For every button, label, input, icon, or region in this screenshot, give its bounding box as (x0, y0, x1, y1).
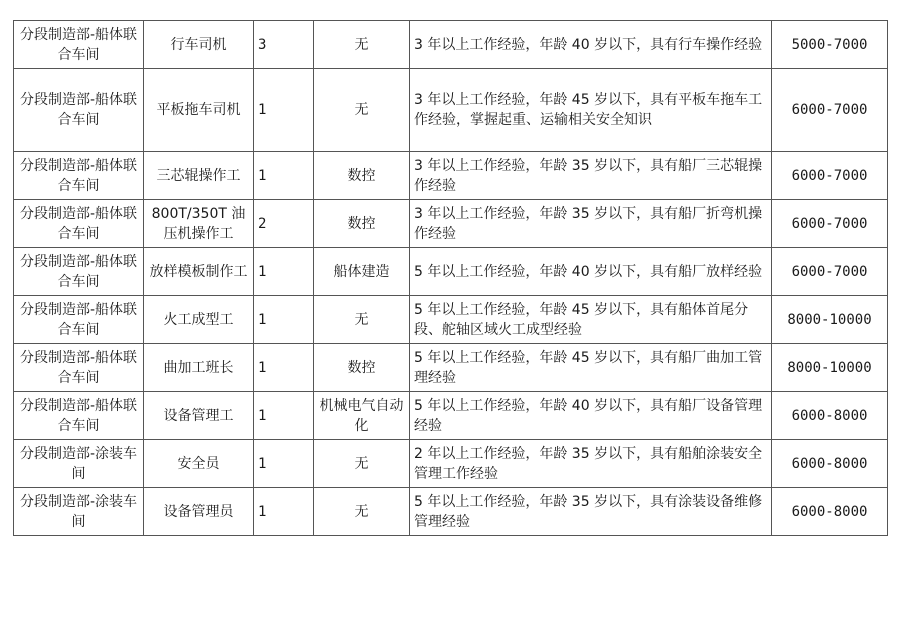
requirement-cell: 5 年以上工作经验，年龄 45 岁以下，具有船体首尾分段、舵轴区域火工成型经验 (410, 296, 772, 344)
position-cell: 放样模板制作工 (144, 248, 254, 296)
major-cell: 无 (314, 488, 410, 536)
major-cell: 无 (314, 440, 410, 488)
department-cell: 分段制造部-船体联合车间 (14, 69, 144, 152)
headcount-cell: 2 (254, 200, 314, 248)
requirement-cell: 5 年以上工作经验，年龄 35 岁以下，具有涂装设备维修管理经验 (410, 488, 772, 536)
headcount-cell: 1 (254, 152, 314, 200)
salary-cell: 6000-7000 (772, 69, 888, 152)
position-cell: 800T/350T 油压机操作工 (144, 200, 254, 248)
department-cell: 分段制造部-船体联合车间 (14, 296, 144, 344)
salary-cell: 8000-10000 (772, 344, 888, 392)
headcount-cell: 1 (254, 440, 314, 488)
salary-cell: 6000-8000 (772, 440, 888, 488)
salary-cell: 6000-7000 (772, 152, 888, 200)
salary-cell: 5000-7000 (772, 21, 888, 69)
headcount-cell: 1 (254, 392, 314, 440)
major-cell: 船体建造 (314, 248, 410, 296)
department-cell: 分段制造部-船体联合车间 (14, 344, 144, 392)
department-cell: 分段制造部-涂装车间 (14, 440, 144, 488)
table-row (14, 152, 888, 200)
requirement-cell: 5 年以上工作经验，年龄 45 岁以下，具有船厂曲加工管理经验 (410, 344, 772, 392)
requirement-cell: 3 年以上工作经验，年龄 35 岁以下，具有船厂三芯辊操作经验 (410, 152, 772, 200)
requirement-cell: 3 年以上工作经验，年龄 45 岁以下，具有平板车拖车工作经验，掌握起重、运输相关安全知识 (410, 69, 772, 152)
salary-cell: 6000-7000 (772, 200, 888, 248)
major-cell: 无 (314, 21, 410, 69)
table-row (14, 440, 888, 488)
salary-cell: 6000-7000 (772, 248, 888, 296)
department-cell: 分段制造部-船体联合车间 (14, 248, 144, 296)
department-cell: 分段制造部-船体联合车间 (14, 392, 144, 440)
table-row (14, 344, 888, 392)
position-cell: 平板拖车司机 (144, 69, 254, 152)
table-row (14, 21, 888, 69)
major-cell: 数控 (314, 344, 410, 392)
requirement-cell: 3 年以上工作经验，年龄 35 岁以下，具有船厂折弯机操作经验 (410, 200, 772, 248)
job-openings-table (13, 20, 888, 536)
headcount-cell: 1 (254, 69, 314, 152)
table-row (14, 392, 888, 440)
requirement-cell: 5 年以上工作经验，年龄 40 岁以下，具有船厂放样经验 (410, 248, 772, 296)
major-cell: 数控 (314, 152, 410, 200)
requirement-cell: 5 年以上工作经验，年龄 40 岁以下，具有船厂设备管理经验 (410, 392, 772, 440)
salary-cell: 6000-8000 (772, 392, 888, 440)
position-cell: 火工成型工 (144, 296, 254, 344)
headcount-cell: 1 (254, 488, 314, 536)
headcount-cell: 3 (254, 21, 314, 69)
major-cell: 机械电气自动化 (314, 392, 410, 440)
position-cell: 设备管理工 (144, 392, 254, 440)
headcount-cell: 1 (254, 248, 314, 296)
position-cell: 设备管理员 (144, 488, 254, 536)
table-row (14, 488, 888, 536)
table-row (14, 69, 888, 152)
requirement-cell: 2 年以上工作经验，年龄 35 岁以下，具有船舶涂装安全管理工作经验 (410, 440, 772, 488)
table-row (14, 200, 888, 248)
major-cell: 数控 (314, 200, 410, 248)
table-row (14, 248, 888, 296)
position-cell: 三芯辊操作工 (144, 152, 254, 200)
headcount-cell: 1 (254, 344, 314, 392)
headcount-cell: 1 (254, 296, 314, 344)
requirement-cell: 3 年以上工作经验，年龄 40 岁以下，具有行车操作经验 (410, 21, 772, 69)
position-cell: 行车司机 (144, 21, 254, 69)
position-cell: 安全员 (144, 440, 254, 488)
department-cell: 分段制造部-船体联合车间 (14, 152, 144, 200)
position-cell: 曲加工班长 (144, 344, 254, 392)
table-row (14, 296, 888, 344)
department-cell: 分段制造部-船体联合车间 (14, 200, 144, 248)
department-cell: 分段制造部-船体联合车间 (14, 21, 144, 69)
department-cell: 分段制造部-涂装车间 (14, 488, 144, 536)
major-cell: 无 (314, 296, 410, 344)
salary-cell: 6000-8000 (772, 488, 888, 536)
salary-cell: 8000-10000 (772, 296, 888, 344)
major-cell: 无 (314, 69, 410, 152)
